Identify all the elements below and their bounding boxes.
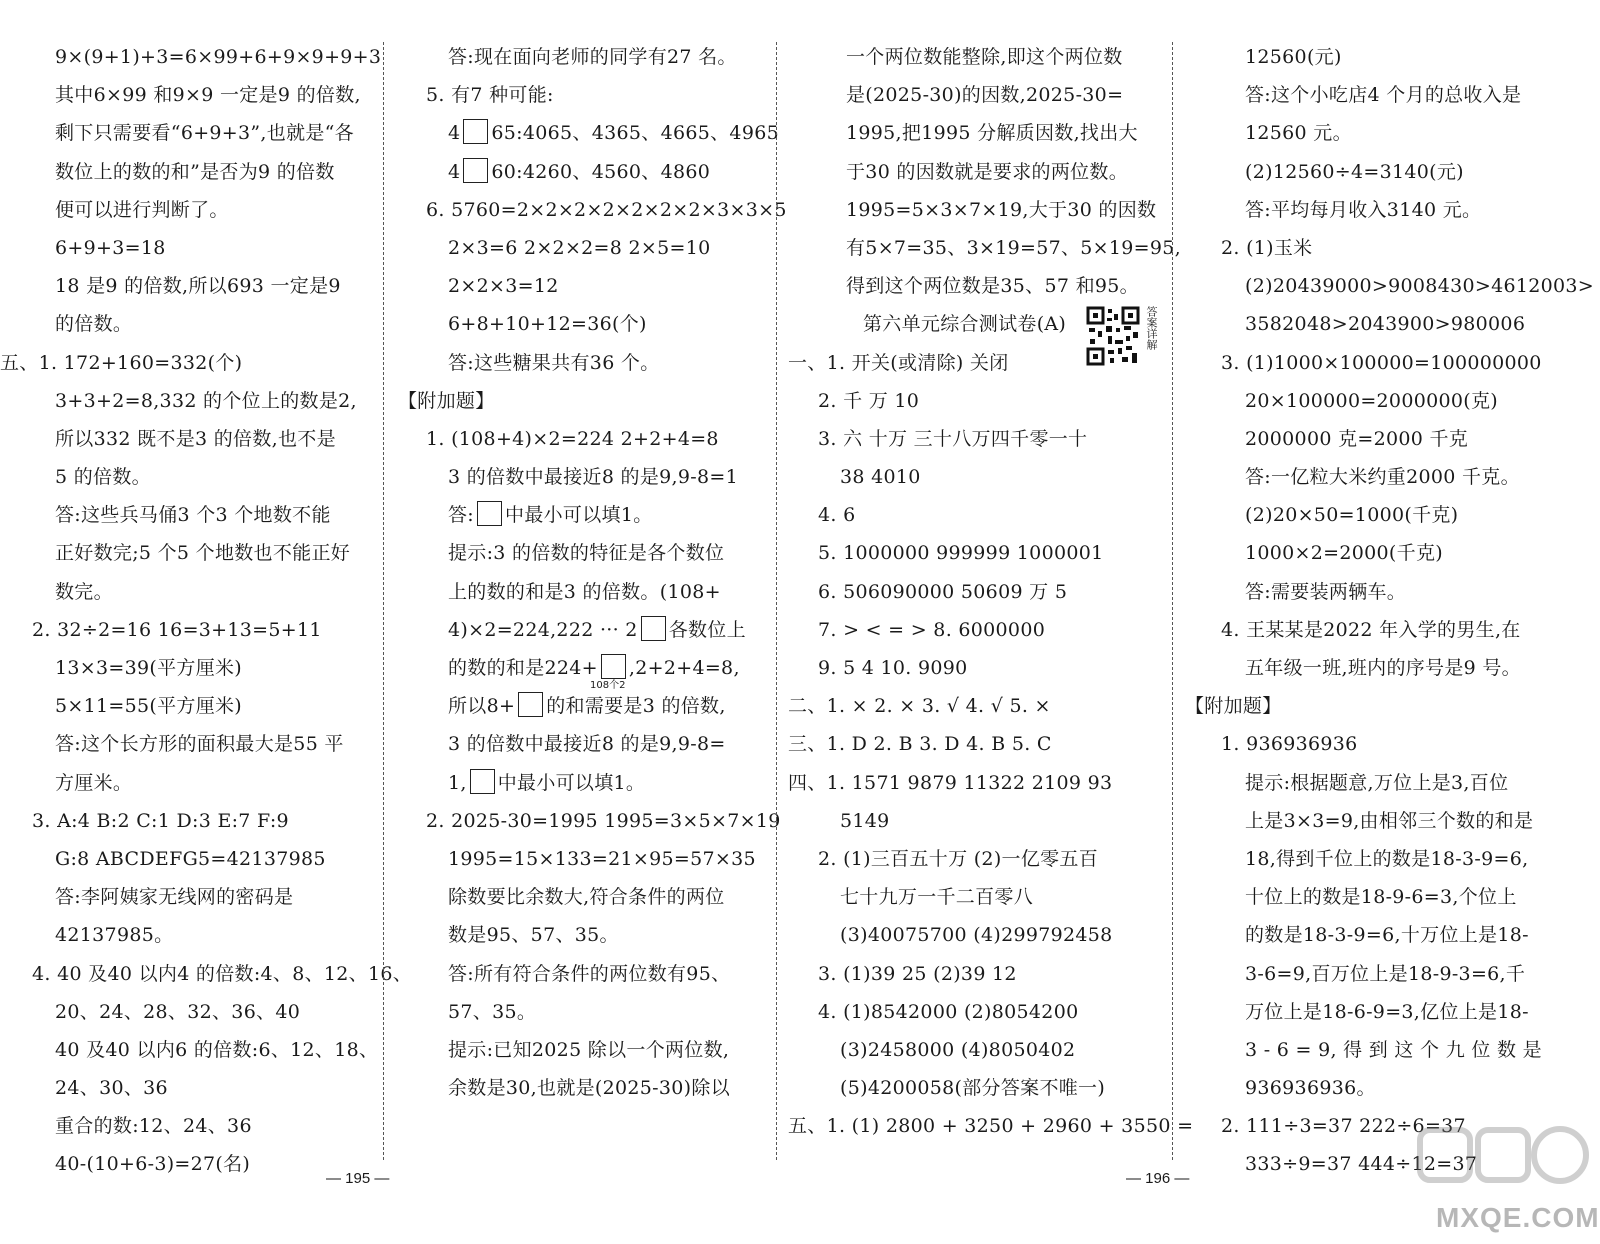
line-text: 是(2025-30)的因数,2025-30= — [846, 84, 1124, 107]
line-text: 正好数完;5 个5 个地数也不能正好 — [55, 542, 351, 565]
text-line — [398, 802, 781, 840]
text-line — [0, 153, 385, 191]
line-text: 12560(元) — [1245, 46, 1342, 68]
line-text: 3. 六 十万 三十八万四千零一十 — [818, 427, 1088, 450]
line-text: 上的数的和是3 的倍数。(108+ — [448, 580, 721, 603]
text-line — [788, 534, 1173, 572]
line-text: 第六单元综合测试卷(A) — [863, 313, 1067, 336]
text-line — [0, 1107, 385, 1145]
text-line — [1185, 191, 1600, 229]
text-line — [788, 878, 1173, 916]
line-text: 4. (1)8542000 (2)8054200 — [818, 1000, 1079, 1023]
annotation-108-twos: 108个2 — [590, 680, 626, 691]
line-text: 2. 千 万 10 — [818, 389, 920, 412]
text-line — [788, 611, 1173, 649]
text-line — [1185, 496, 1600, 534]
line-text: 1995=15×133=21×95=57×35 — [448, 847, 756, 870]
line-text: 数完。 — [55, 580, 113, 603]
text-line — [398, 1069, 776, 1107]
text-line — [398, 611, 776, 649]
line-text: 24、30、36 — [55, 1077, 168, 1100]
text-line — [398, 1031, 776, 1069]
line-text: ,2+2+4=8, — [628, 657, 740, 679]
line-text: 一、1. 开关(或清除) 关闭 — [788, 351, 1009, 374]
text-line — [0, 267, 385, 305]
text-line — [788, 382, 1173, 420]
line-text: 5 的倍数。 — [55, 466, 151, 489]
line-text: 四、1. 1571 9879 11322 2109 93 — [788, 771, 1113, 794]
text-line — [0, 573, 385, 611]
line-text: 2. 32÷2=16 16=3+13=5+11 — [32, 618, 322, 641]
line-text: 上是3×3=9,由相邻三个数的和是 — [1245, 809, 1534, 832]
line-text: 提示:根据题意,万位上是3,百位 — [1245, 771, 1509, 794]
line-text: 2. (1)三百五十万 (2)一亿零五百 — [818, 847, 1099, 870]
text-line — [1185, 305, 1600, 343]
line-text: 2. 111÷3=37 222÷6=37 — [1221, 1115, 1466, 1138]
text-line — [788, 916, 1173, 954]
text-line — [1185, 1069, 1600, 1107]
text-line — [0, 382, 385, 420]
line-text: (3)40075700 (4)299792458 — [840, 924, 1113, 947]
text-line — [398, 458, 776, 496]
line-text: 4)×2=224,222 ··· 2 — [448, 618, 638, 641]
text-line — [1185, 611, 1600, 649]
line-text: 3 - 6 = 9, 得 到 这 个 九 位 数 是 — [1245, 1038, 1542, 1061]
text-line — [0, 764, 385, 802]
text-line — [398, 38, 776, 76]
line-text: 1. 936936936 — [1221, 733, 1358, 756]
text-line — [0, 687, 385, 725]
text-line — [1185, 267, 1600, 305]
line-text: 的数的和是224+ — [448, 657, 598, 679]
text-line — [0, 114, 385, 152]
text-line — [788, 764, 1173, 802]
line-text: 4. 6 — [818, 504, 856, 527]
line-text: 答:李阿姨家无线网的密码是 — [55, 886, 294, 909]
line-text: 1, — [448, 771, 467, 794]
text-line — [398, 955, 776, 993]
qr-caption: 答案详解 — [1145, 306, 1158, 350]
line-text: 答:这个小吃店4 个月的总收入是 — [1245, 84, 1522, 107]
line-text: 9×(9+1)+3=6×99+6+9×9+9+3 — [55, 46, 382, 68]
text-line — [788, 420, 1173, 458]
column-4 — [1185, 38, 1600, 1184]
blank-box — [463, 158, 488, 183]
text-line — [788, 1031, 1173, 1069]
page-number-left: — 195 — — [326, 1170, 390, 1187]
line-text: 答:这个长方形的面积最大是55 平 — [55, 733, 344, 756]
text-line — [1185, 38, 1600, 76]
line-text: 3. A:4 B:2 C:1 D:3 E:7 F:9 — [32, 809, 289, 832]
text-line — [788, 229, 1181, 267]
line-text: 1. (108+4)×2=224 2+2+4=8 — [426, 427, 719, 450]
line-text: 57、35。 — [448, 1000, 537, 1023]
column-divider — [383, 42, 384, 1160]
text-line — [1185, 955, 1600, 993]
text-line — [398, 573, 776, 611]
line-text: 余数是30,也就是(2025-30)除以 — [448, 1077, 730, 1100]
line-text: 其中6×99 和9×9 一定是9 的倍数, — [55, 84, 361, 107]
line-text: 18 是9 的倍数,所以693 一定是9 — [55, 275, 341, 298]
line-text: 提示:已知2025 除以一个两位数, — [448, 1038, 730, 1061]
text-line — [0, 458, 385, 496]
line-text: (2)12560÷4=3140(元) — [1245, 160, 1464, 183]
line-text: 的和需要是3 的倍数, — [546, 695, 726, 718]
line-text: 60:4260、4560、4860 — [491, 160, 711, 183]
line-text: 提示:3 的倍数的特征是各个数位 — [448, 542, 725, 565]
text-line — [0, 420, 385, 458]
text-line — [0, 878, 385, 916]
text-line — [0, 1069, 385, 1107]
line-text: 3 的倍数中最接近8 的是9,9-8= — [448, 733, 726, 756]
text-line — [398, 534, 776, 572]
line-text: 七十九万一千二百零八 — [840, 886, 1034, 909]
text-line — [1185, 649, 1600, 687]
text-line — [788, 687, 1173, 725]
line-text: 1000×2=2000(千克) — [1245, 542, 1443, 565]
line-text: 答:所有符合条件的两位数有95、 — [448, 962, 731, 985]
line-text: 方厘米。 — [55, 771, 133, 794]
text-line — [1185, 802, 1600, 840]
line-text: 18,得到千位上的数是18-3-9=6, — [1245, 847, 1529, 870]
line-text: 5×11=55(平方厘米) — [55, 695, 243, 718]
line-text: 答:平均每月收入3140 元。 — [1245, 198, 1482, 221]
line-text: 42137985。 — [55, 924, 174, 947]
text-line — [398, 267, 776, 305]
text-line — [0, 496, 385, 534]
line-text: 38 4010 — [840, 466, 921, 489]
text-line — [398, 764, 776, 802]
text-line — [788, 955, 1173, 993]
watermark-text: MXQE.COM — [1436, 1202, 1600, 1233]
line-text: 答:这些兵马俑3 个3 个地数不能 — [55, 504, 331, 527]
line-text: 五年级一班,班内的序号是9 号。 — [1245, 657, 1521, 679]
text-line — [398, 878, 776, 916]
line-text: 2×3=6 2×2×2=8 2×5=10 — [448, 236, 711, 259]
line-text: 13×3=39(平方厘米) — [55, 657, 243, 679]
line-text: 6. 506090000 50609 万 5 — [818, 580, 1068, 603]
line-text: 有5×7=35、3×19=57、5×19=95, — [846, 236, 1181, 259]
line-text: 3+3+2=8,332 的个位上的数是2, — [55, 389, 357, 412]
text-line — [0, 344, 385, 382]
line-text: 二、1. × 2. × 3. √ 4. √ 5. × — [788, 695, 1051, 718]
text-line — [788, 114, 1173, 152]
line-text: 3582048>2043900>980006 — [1245, 313, 1526, 336]
text-line — [0, 802, 385, 840]
text-line — [788, 1069, 1173, 1107]
text-line — [1185, 840, 1600, 878]
text-line — [398, 229, 776, 267]
text-line — [0, 916, 385, 954]
line-text: 65:4065、4365、4665、4965 — [491, 122, 779, 145]
text-line — [1185, 1031, 1600, 1069]
line-text: 4. 王某某是2022 年入学的男生,在 — [1221, 618, 1521, 641]
text-line — [788, 725, 1173, 763]
line-text: 答:现在面向老师的同学有27 名。 — [448, 46, 737, 68]
text-line — [0, 38, 385, 76]
line-text: 数位上的数的和”是否为9 的倍数 — [55, 160, 335, 183]
text-line — [1185, 344, 1600, 382]
line-text: 5149 — [840, 809, 890, 832]
column-1 — [0, 38, 413, 1184]
line-text: 数是95、57、35。 — [448, 924, 619, 947]
column-divider — [1172, 42, 1173, 1160]
line-text: 9. 5 4 10. 9090 — [818, 657, 968, 679]
line-text: 中最小可以填1。 — [497, 771, 646, 794]
line-text: 5. 1000000 999999 1000001 — [818, 542, 1104, 565]
line-text: 3. (1)39 25 (2)39 12 — [818, 962, 1017, 985]
blank-box — [477, 501, 502, 526]
line-text: 答: — [448, 504, 475, 527]
text-line — [0, 840, 385, 878]
line-text: 五、1. (1) 2800 + 3250 + 2960 + 3550 = — [788, 1115, 1194, 1138]
line-text: (3)2458000 (4)8050402 — [840, 1038, 1076, 1061]
line-text: 12560 元。 — [1245, 122, 1352, 145]
line-text: 4 — [448, 122, 461, 145]
text-line — [788, 496, 1173, 534]
line-text: 于30 的因数就是要求的两位数。 — [846, 160, 1129, 183]
text-line — [1185, 534, 1600, 572]
text-line — [788, 993, 1173, 1031]
line-text: (2)20439000>9008430>4612003> — [1245, 275, 1595, 298]
text-line — [398, 840, 776, 878]
text-line — [398, 687, 776, 725]
line-text: 答:需要装两辆车。 — [1245, 580, 1407, 603]
text-line — [788, 649, 1173, 687]
text-line — [398, 993, 776, 1031]
blank-box — [518, 692, 543, 717]
line-text: 便可以进行判断了。 — [55, 198, 229, 221]
column-3 — [788, 38, 1194, 1145]
text-line — [398, 725, 776, 763]
text-line — [398, 305, 776, 343]
text-line — [398, 649, 776, 687]
line-text: G:8 ABCDEFG5=42137985 — [55, 847, 326, 870]
line-text: 936936936。 — [1245, 1077, 1376, 1100]
line-text: 2×2×3=12 — [448, 275, 559, 298]
text-line — [0, 649, 385, 687]
text-line — [0, 191, 385, 229]
line-text: 6+9+3=18 — [55, 236, 166, 259]
text-line — [788, 38, 1173, 76]
text-line — [1185, 573, 1600, 611]
line-text: 3 的倍数中最接近8 的是9,9-8=1 — [448, 466, 738, 489]
line-text: 答:这些糖果共有36 个。 — [448, 351, 660, 374]
line-text: 2000000 克=2000 千克 — [1245, 427, 1469, 450]
line-text: 三、1. D 2. B 3. D 4. B 5. C — [788, 733, 1052, 756]
text-line — [788, 458, 1173, 496]
text-line — [1185, 229, 1600, 267]
text-line — [788, 267, 1173, 305]
line-text: 五、1. 172+160=332(个) — [0, 351, 243, 374]
text-line — [1185, 764, 1600, 802]
blank-box — [470, 769, 495, 794]
text-line — [1185, 687, 1600, 725]
text-line — [1185, 114, 1600, 152]
text-line — [0, 229, 385, 267]
text-line — [398, 191, 787, 229]
blank-box — [641, 616, 666, 641]
text-line — [0, 76, 385, 114]
line-text: 3. (1)1000×100000=100000000 — [1221, 351, 1542, 374]
line-text: 答:一亿粒大米约重2000 千克。 — [1245, 466, 1520, 489]
text-line — [398, 420, 776, 458]
text-line — [398, 382, 776, 420]
text-line — [1185, 725, 1600, 763]
text-line — [0, 611, 385, 649]
text-line — [788, 1107, 1194, 1145]
line-text: 2. (1)玉米 — [1221, 236, 1313, 259]
blank-box — [463, 119, 488, 144]
line-text: 除数要比余数大,符合条件的两位 — [448, 886, 725, 909]
text-line — [0, 993, 385, 1031]
text-line — [398, 76, 776, 114]
line-text: 重合的数:12、24、36 — [55, 1115, 252, 1138]
line-text: (5)4200058(部分答案不唯一) — [840, 1077, 1106, 1100]
line-text: 2. 2025-30=1995 1995=3×5×7×19 — [426, 809, 781, 832]
text-line — [0, 1031, 385, 1069]
line-text: 一个两位数能整除,即这个两位数 — [846, 46, 1123, 68]
line-text: 的数是18-3-9=6,十万位上是18- — [1245, 924, 1529, 947]
line-text: 1995,把1995 分解质因数,找出大 — [846, 122, 1138, 145]
line-text: 4 — [448, 160, 461, 183]
qr-code-icon[interactable] — [1086, 306, 1140, 366]
text-line — [398, 114, 779, 152]
text-line — [1185, 153, 1600, 191]
text-line — [788, 573, 1173, 611]
line-text: 5. 有7 种可能: — [426, 84, 554, 107]
text-line — [398, 916, 776, 954]
text-line — [398, 344, 776, 382]
line-text: 十位上的数是18-9-6=3,个位上 — [1245, 886, 1517, 909]
text-line — [1185, 916, 1600, 954]
line-text: 40-(10+6-3)=27(名) — [55, 1153, 251, 1176]
line-text: 7. > < = > 8. 6000000 — [818, 618, 1046, 641]
text-line — [1185, 76, 1600, 114]
column-divider — [776, 42, 777, 1160]
line-text: (2)20×50=1000(千克) — [1245, 504, 1459, 527]
line-text: 万位上是18-6-9=3,亿位上是18- — [1245, 1000, 1529, 1023]
line-text: 【附加题】 — [1185, 695, 1282, 718]
column-2 — [398, 38, 787, 1107]
line-text: 333÷9=37 444÷12=37 — [1245, 1153, 1478, 1176]
line-text: 所以8+ — [448, 695, 516, 718]
text-line — [0, 305, 385, 343]
line-text: 6. 5760=2×2×2×2×2×2×2×3×3×5 — [426, 198, 787, 221]
line-text: 20×100000=2000000(克) — [1245, 389, 1498, 412]
line-text: 20、24、28、32、36、40 — [55, 1000, 301, 1023]
text-line — [0, 534, 385, 572]
text-line — [788, 76, 1173, 114]
line-text: 各数位上 — [668, 618, 746, 641]
text-line — [788, 191, 1173, 229]
line-text: 3-6=9,百万位上是18-9-3=6,千 — [1245, 962, 1526, 985]
text-line — [1185, 878, 1600, 916]
text-line — [788, 840, 1173, 878]
page-number-right: — 196 — — [1126, 1170, 1190, 1187]
text-line — [1185, 458, 1600, 496]
text-line — [0, 955, 413, 993]
text-line — [788, 802, 1173, 840]
line-text: 所以332 既不是3 的倍数,也不是 — [55, 427, 336, 450]
line-text: 剩下只需要看“6+9+3”,也就是“各 — [55, 122, 354, 145]
text-line — [398, 496, 776, 534]
line-text: 得到这个两位数是35、57 和95。 — [846, 275, 1139, 298]
text-line — [0, 725, 385, 763]
text-line — [398, 153, 776, 191]
text-line — [1185, 420, 1600, 458]
line-text: 40 及40 以内6 的倍数:6、12、18、 — [55, 1038, 379, 1061]
text-line — [1185, 993, 1600, 1031]
line-text: 6+8+10+12=36(个) — [448, 313, 647, 336]
text-line — [1185, 382, 1600, 420]
line-text: 【附加题】 — [398, 389, 495, 412]
line-text: 1995=5×3×7×19,大于30 的因数 — [846, 198, 1157, 221]
line-text: 4. 40 及40 以内4 的倍数:4、8、12、16、 — [32, 962, 413, 985]
line-text: 的倍数。 — [55, 313, 133, 336]
text-line — [788, 153, 1173, 191]
line-text: 中最小可以填1。 — [505, 504, 653, 527]
